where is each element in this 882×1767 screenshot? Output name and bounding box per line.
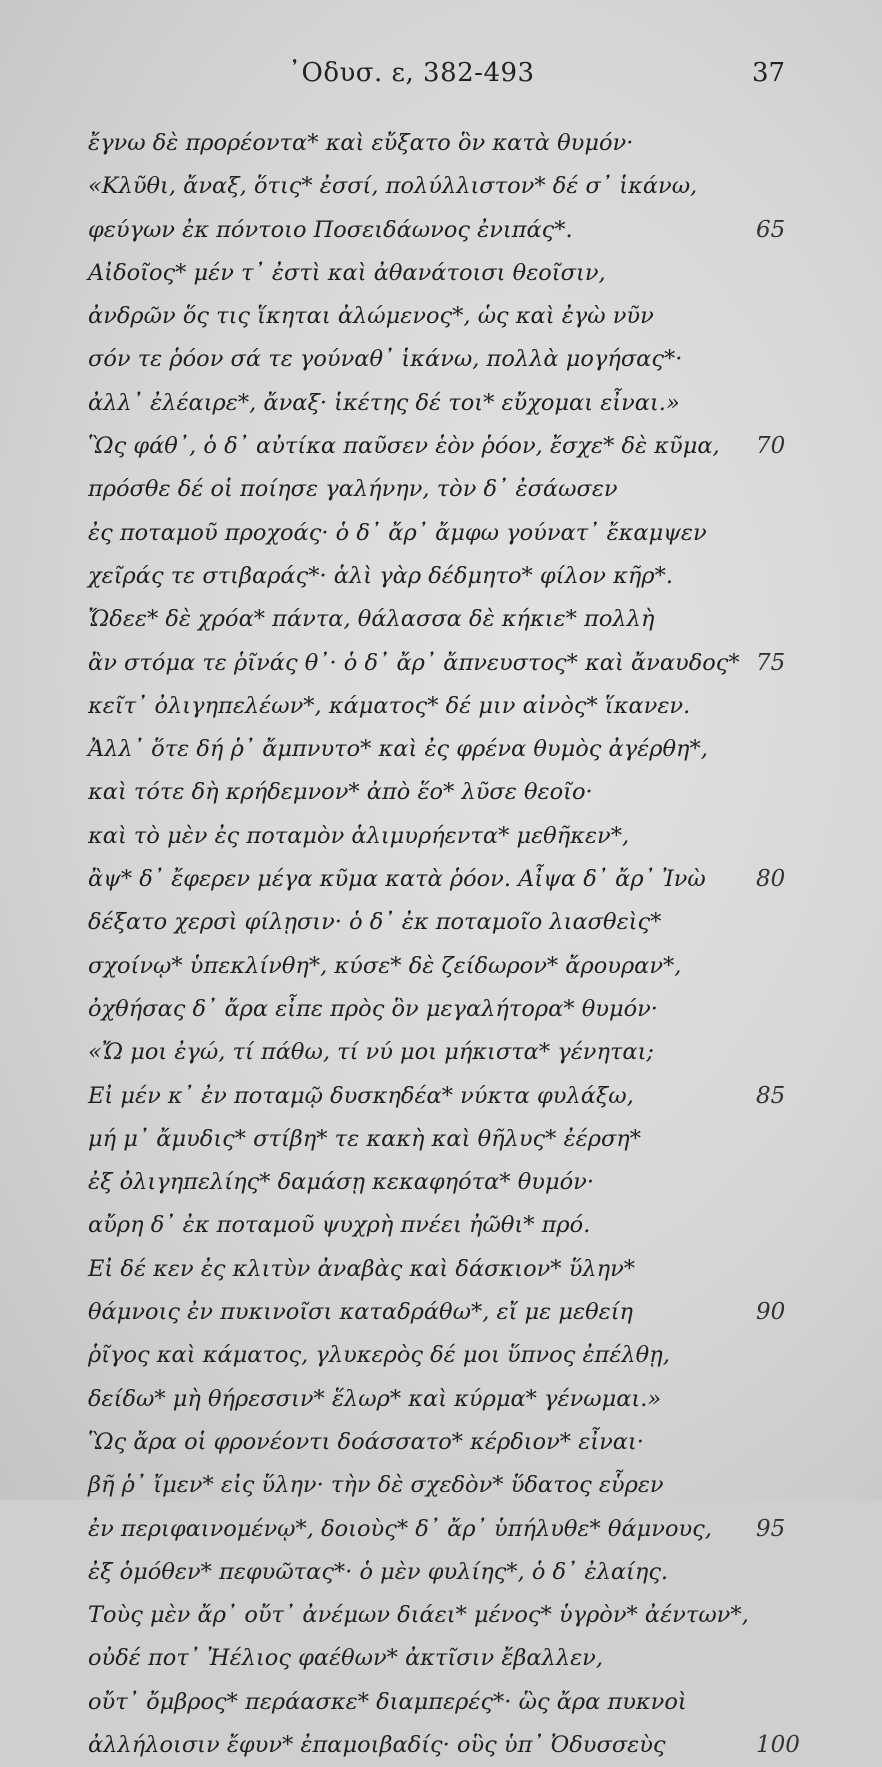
- line-number: 95: [756, 1515, 786, 1542]
- verse-text-line: ὀχθήσας δ᾽ ἄρα εἶπε πρὸς ὃν μεγαλήτορα* θυμόν·: [88, 995, 658, 1022]
- verse-line: [88, 1637, 808, 1680]
- verse-line: [88, 728, 808, 771]
- verse-text-line: Ἀλλ᾽ ὅτε δή ῥ᾽ ἄμπνυτο* καὶ ἐς φρένα θυμὸς ἀγέρθη*,: [88, 736, 708, 763]
- verse-line: [88, 598, 808, 641]
- line-number: 90: [756, 1299, 786, 1326]
- verse-line: [88, 1291, 808, 1334]
- verse-text-line: Εἰ μέν κ᾽ ἐν ποταμῷ δυσκηδέα* νύκτα φυλάξω,: [88, 1082, 634, 1109]
- running-title: ᾿Οδυσ. ε, 382-493: [288, 58, 535, 88]
- verse-line: [88, 1204, 808, 1247]
- verse-line: [88, 338, 808, 381]
- verse-line: [88, 1681, 808, 1724]
- verse-text-line: οὐδέ ποτ᾽ Ἠέλιος φαέθων* ἀκτῖσιν ἔβαλλεν,: [88, 1645, 604, 1672]
- verse-text-line: ἀλλ᾽ ἐλέαιρε*, ἄναξ· ἱκέτης δέ τοι* εὔχομαι εἶναι.»: [88, 389, 680, 416]
- verse-text-line: οὔτ᾽ ὄμβρος* περάασκε* διαμπερές*· ὣς ἄρα πυκνοὶ: [88, 1688, 687, 1715]
- verse-line: [88, 1075, 808, 1118]
- line-number: 100: [756, 1731, 800, 1758]
- verse-text-line: ἀνδρῶν ὅς τις ἵκηται ἀλώμενος*, ὡς καὶ ἐγὼ νῦν: [88, 303, 654, 330]
- line-number: 65: [756, 216, 786, 243]
- verse-text-line: κεῖτ᾽ ὀλιγηπελέων*, κάματος* δέ μιν αἰνὸς* ἵκανεν.: [88, 692, 691, 719]
- verse-text-line: Τοὺς μὲν ἄρ᾽ οὔτ᾽ ἀνέμων διάει* μένος* ὑγρὸν* ἀέντων*,: [88, 1602, 749, 1629]
- verse-line: [88, 945, 808, 988]
- verse-line: [88, 1248, 808, 1291]
- verse-line: [88, 1334, 808, 1377]
- verse-line: [88, 1031, 808, 1074]
- verse-text-line: σχοίνῳ* ὑπεκλίνθη*, κύσε* δὲ ζείδωρον* ἄρουραν*,: [88, 952, 682, 979]
- verse-line: [88, 425, 808, 468]
- verse-line: [88, 988, 808, 1031]
- page-number: 37: [752, 58, 786, 88]
- verse-line: [88, 815, 808, 858]
- verse-text-line: καὶ τὸ μὲν ἐς ποταμὸν ἁλιμυρήεντα* μεθῆκεν*,: [88, 822, 630, 849]
- line-number: 70: [756, 433, 786, 460]
- verse-line: [88, 1724, 808, 1767]
- verse-text-line: πρόσθε δέ οἱ ποίησε γαλήνην, τὸν δ᾽ ἐσάωσεν: [88, 476, 618, 503]
- verse-text-line: ἐξ ὁμόθεν* πεφυῶτας*· ὁ μὲν φυλίης*, ὁ δ᾽ ἐλαίης.: [88, 1558, 669, 1585]
- verse-line: [88, 382, 808, 425]
- verse-line: [88, 1508, 808, 1551]
- verse-text-line: βῆ ῥ᾽ ἴμεν* εἰς ὕλην· τὴν δὲ σχεδὸν* ὕδατος εὗρεν: [88, 1472, 664, 1499]
- line-number: 85: [756, 1082, 786, 1109]
- verse-text-line: μή μ᾽ ἄμυδις* στίβη* τε κακὴ καὶ θῆλυς* ἐέρση*: [88, 1125, 642, 1152]
- verse-text-line: ἐξ ὀλιγηπελίης* δαμάσῃ κεκαφηότα* θυμόν·: [88, 1169, 594, 1196]
- verse-text-line: Ὣς ἄρα οἱ φρονέοντι δοάσσατο* κέρδιον* εἶναι·: [88, 1428, 644, 1455]
- verse-line: [88, 901, 808, 944]
- verse-line: [88, 858, 808, 901]
- verse-text-line: φεύγων ἐκ πόντοιο Ποσειδάωνος ἐνιπάς*.: [88, 216, 573, 243]
- verse-text-line: ἐν περιφαινομένῳ*, δοιοὺς* δ᾽ ἄρ᾽ ὑπήλυθε* θάμνους,: [88, 1515, 712, 1542]
- verse-text-line: ῥῖγος καὶ κάματος, γλυκερὸς δέ μοι ὕπνος ἐπέλθῃ,: [88, 1342, 670, 1369]
- verse-text-line: Αἰδοῖος* μέν τ᾽ ἐστὶ καὶ ἀθανάτοισι θεοῖσιν,: [88, 259, 606, 286]
- verse-text-line: ἂν στόμα τε ῥῖνάς θ᾽· ὁ δ᾽ ἄρ᾽ ἄπνευστος* καὶ ἄναυδος*: [88, 649, 740, 676]
- verse-line: [88, 252, 808, 295]
- verse-line: [88, 771, 808, 814]
- line-number: 80: [756, 866, 786, 893]
- verse-text-line: θάμνοις ἐν πυκινοῖσι καταδράθω*, εἴ με μεθείη: [88, 1299, 634, 1326]
- verse-text-line: ἔγνω δὲ προρέοντα* καὶ εὔξατο ὃν κατὰ θυμόν·: [88, 130, 634, 156]
- verse-text-line: δείδω* μὴ θήρεσσιν* ἕλωρ* καὶ κύρμα* γένωμαι.»: [88, 1385, 662, 1412]
- verse-line: [88, 555, 808, 598]
- verse-text-line: σόν τε ῥόον σά τε γούναθ᾽ ἱκάνω, πολλὰ μογήσας*·: [88, 346, 683, 373]
- verse-text-line: ἐς ποταμοῦ προχοάς· ὁ δ᾽ ἄρ᾽ ἄμφω γούνατ᾽ ἔκαμψεν: [88, 519, 707, 546]
- verse-text-line: ἂψ* δ᾽ ἔφερεν μέγα κῦμα κατὰ ῥόον. Αἶψα δ᾽ ἄρ᾽ Ἰνὼ: [88, 866, 706, 893]
- verse-text-line: Ὣς φάθ᾽, ὁ δ᾽ αὐτίκα παῦσεν ἑὸν ῥόον, ἔσχε* δὲ κῦμα,: [88, 433, 720, 460]
- verse-line: [88, 1118, 808, 1161]
- verse-line: [88, 685, 808, 728]
- verse-line: [88, 468, 808, 511]
- verse-text-line: ἀλλήλοισιν ἔφυν* ἐπαμοιβαδίς· οὓς ὑπ᾽ Ὀδυσσεὺς: [88, 1731, 666, 1758]
- page-header: [0, 58, 882, 98]
- verse-text-line: καὶ τότε δὴ κρήδεμνον* ἀπὸ ἕο* λῦσε θεοῖο·: [88, 779, 593, 806]
- verse-line: [88, 1378, 808, 1421]
- verse-line: [88, 642, 808, 685]
- verse-text-line: «Κλῦθι, ἄναξ, ὅτις* ἐσσί, πολύλλιστον* δέ σ᾽ ἱκάνω,: [88, 173, 698, 200]
- verse-line: [88, 122, 808, 165]
- verse-line: [88, 1594, 808, 1637]
- verse-line: [88, 295, 808, 338]
- verse-text-line: χεῖράς τε στιβαράς*· ἁλὶ γὰρ δέδμητο* φίλον κῆρ*.: [88, 562, 673, 589]
- verse-line: [88, 209, 808, 252]
- verse-text-line: Εἰ δέ κεν ἐς κλιτὺν ἀναβὰς καὶ δάσκιον* ὕλην*: [88, 1255, 636, 1282]
- verse-text: [88, 122, 808, 1767]
- line-number: 75: [756, 649, 786, 676]
- verse-text-line: «Ὤ μοι ἐγώ, τί πάθω, τί νύ μοι μήκιστα* γένηται;: [88, 1039, 655, 1066]
- verse-line: [88, 512, 808, 555]
- verse-text-line: δέξατο χερσὶ φίλῃσιν· ὁ δ᾽ ἐκ ποταμοῖο λιασθεὶς*: [88, 909, 662, 936]
- verse-text-line: αὔρη δ᾽ ἐκ ποταμοῦ ψυχρὴ πνέει ἠῶθι* πρό.: [88, 1212, 591, 1239]
- verse-line: [88, 1421, 808, 1464]
- verse-text-line: Ὤδεε* δὲ χρόα* πάντα, θάλασσα δὲ κήκιε* πολλὴ: [88, 606, 655, 633]
- verse-line: [88, 165, 808, 208]
- verse-line: [88, 1551, 808, 1594]
- verse-line: [88, 1161, 808, 1204]
- verse-line: [88, 1464, 808, 1507]
